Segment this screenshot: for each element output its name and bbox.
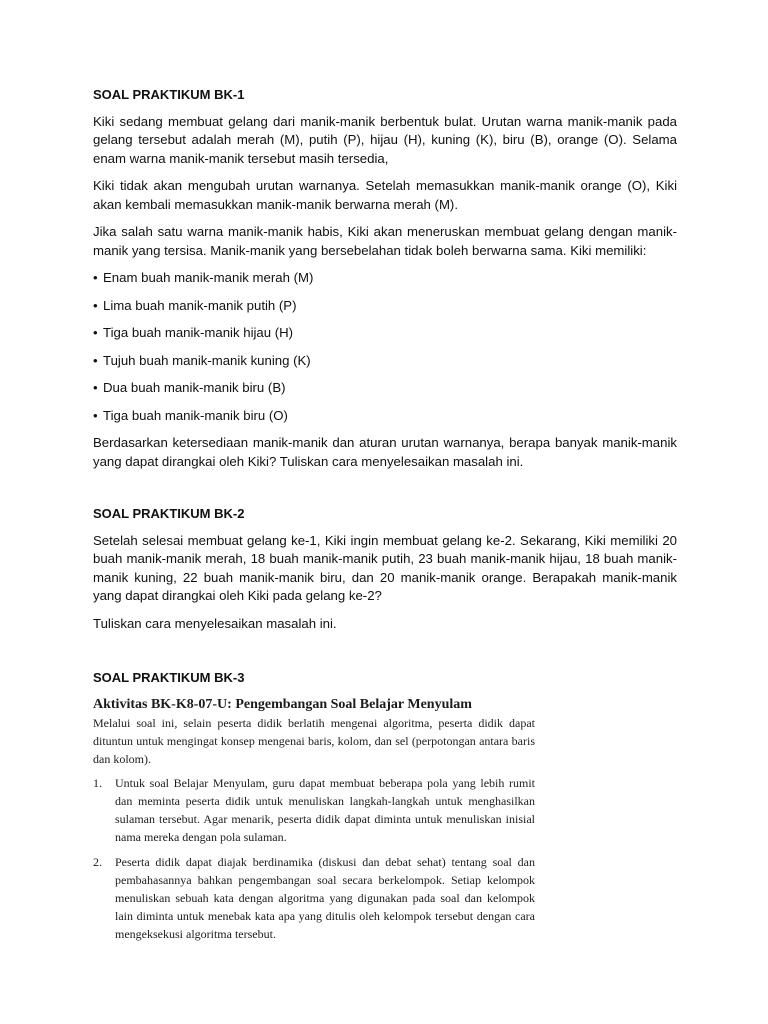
bk1-paragraph-1: Kiki sedang membuat gelang dari manik-manik berbentuk bulat. Urutan warna manik-manik pada gelang tersebut adalah merah (M), putih (P), hijau (H), kuning (K), biru (B), orange (O). Selama enam warna manik-manik tersebut masih tersedia,: [93, 113, 677, 166]
excerpt-list-item: [93, 774, 535, 846]
bullet-icon: •: [93, 352, 98, 368]
bullet-icon: •: [93, 325, 98, 340]
bullet-icon: •: [93, 270, 98, 285]
bullet-icon: •: [93, 407, 98, 423]
section-heading-bk1: SOAL PRAKTIKUM BK-1: [93, 87, 245, 102]
list-item-text: Tujuh buah manik-manik kuning (K): [103, 352, 311, 368]
section-bk3: [93, 669, 677, 943]
section-bk2: [93, 505, 677, 633]
bullet-icon: •: [93, 297, 98, 313]
excerpt-item-number: 2.: [93, 854, 102, 869]
list-item-text: Tiga buah manik-manik biru (O): [103, 407, 288, 423]
bullet-icon: •: [93, 380, 98, 395]
document-content: [93, 86, 677, 950]
section-spacer: [93, 642, 677, 669]
bk2-paragraph-1: Setelah selesai membuat gelang ke-1, Kiki ingin membuat gelang ke-2. Sekarang, Kiki memiliki 20 buah manik-manik merah, 18 buah manik-manik putih, 23 buah manik-manik hijau, 18 buah manik-manik kuning, 22 buah manik-manik biru, dan 20 manik-manik orange. Berapakah manik-manik yang dapat dirangkai oleh Kiki pada gelang ke-2?: [93, 532, 677, 603]
list-item: [93, 297, 677, 316]
excerpt-list-item: [93, 853, 535, 943]
bk2-paragraph-2: Tuliskan cara menyelesaikan masalah ini.: [93, 615, 337, 631]
excerpt-item-text: Peserta didik dapat diajak berdinamika (diskusi dan debat sehat) tentang soal dan pembahasannya bahkan pengembangan soal secara berkelompok. Setiap kelompok menuliskan sebuah kata dengan algoritma yang digunakan pada soal dan kelompok lain diminta untuk menebak kata apa yang ditulis oleh kelompok tersebut dengan cara mengeksekusi algoritma tersebut.: [115, 854, 535, 941]
bk1-bead-list: [93, 269, 677, 425]
list-item-text: Tiga buah manik-manik hijau (H): [103, 325, 294, 340]
section-bk1: [93, 86, 677, 471]
section-heading-bk3: SOAL PRAKTIKUM BK-3: [93, 670, 245, 685]
list-item: [93, 407, 677, 426]
bk1-paragraph-2: Kiki tidak akan mengubah urutan warnanya. Setelah memasukkan manik-manik orange (O), Kiki akan kembali memasukkan manik-manik berwarna merah (M).: [93, 178, 677, 212]
list-item-text: Enam buah manik-manik merah (M): [103, 270, 314, 285]
list-item: [93, 379, 677, 398]
excerpt-item-text: Untuk soal Belajar Menyulam, guru dapat membuat beberapa pola yang lebih rumit dan meminta peserta didik untuk menuliskan langkah-langkah untuk menghasilkan sulaman tersebut. Agar menarik, peserta didik dapat diminta untuk menuliskan inisial nama mereka dengan pola sulaman.: [115, 775, 535, 844]
bk1-paragraph-3: Jika salah satu warna manik-manik habis, Kiki akan meneruskan membuat gelang dengan manik-manik yang tersisa. Manik-manik yang bersebelahan tidak boleh berwarna sama. Kiki memiliki:: [93, 224, 677, 258]
list-item: [93, 324, 677, 343]
excerpt-item-number: 1.: [93, 775, 102, 790]
list-item-text: Lima buah manik-manik putih (P): [103, 297, 297, 313]
excerpt-title: Aktivitas BK-K8-07-U: Pengembangan Soal Belajar Menyulam: [93, 696, 472, 712]
list-item: [93, 352, 677, 371]
list-item: [93, 269, 677, 288]
bk1-paragraph-4: Berdasarkan ketersediaan manik-manik dan aturan urutan warnanya, berapa banyak manik-manik yang dapat dirangkai oleh Kiki? Tuliskan cara menyelesaikan masalah ini.: [93, 435, 677, 469]
section-heading-bk2: SOAL PRAKTIKUM BK-2: [93, 506, 245, 521]
embedded-textbook-excerpt: [93, 696, 535, 943]
section-spacer: [93, 480, 677, 505]
excerpt-intro: Melalui soal ini, selain peserta didik berlatih mengenai algoritma, peserta didik dapat dituntun untuk mengingat konsep mengenai baris, kolom, dan sel (perpotongan antara baris dan kolom).: [93, 715, 535, 766]
list-item-text: Dua buah manik-manik biru (B): [103, 380, 286, 395]
